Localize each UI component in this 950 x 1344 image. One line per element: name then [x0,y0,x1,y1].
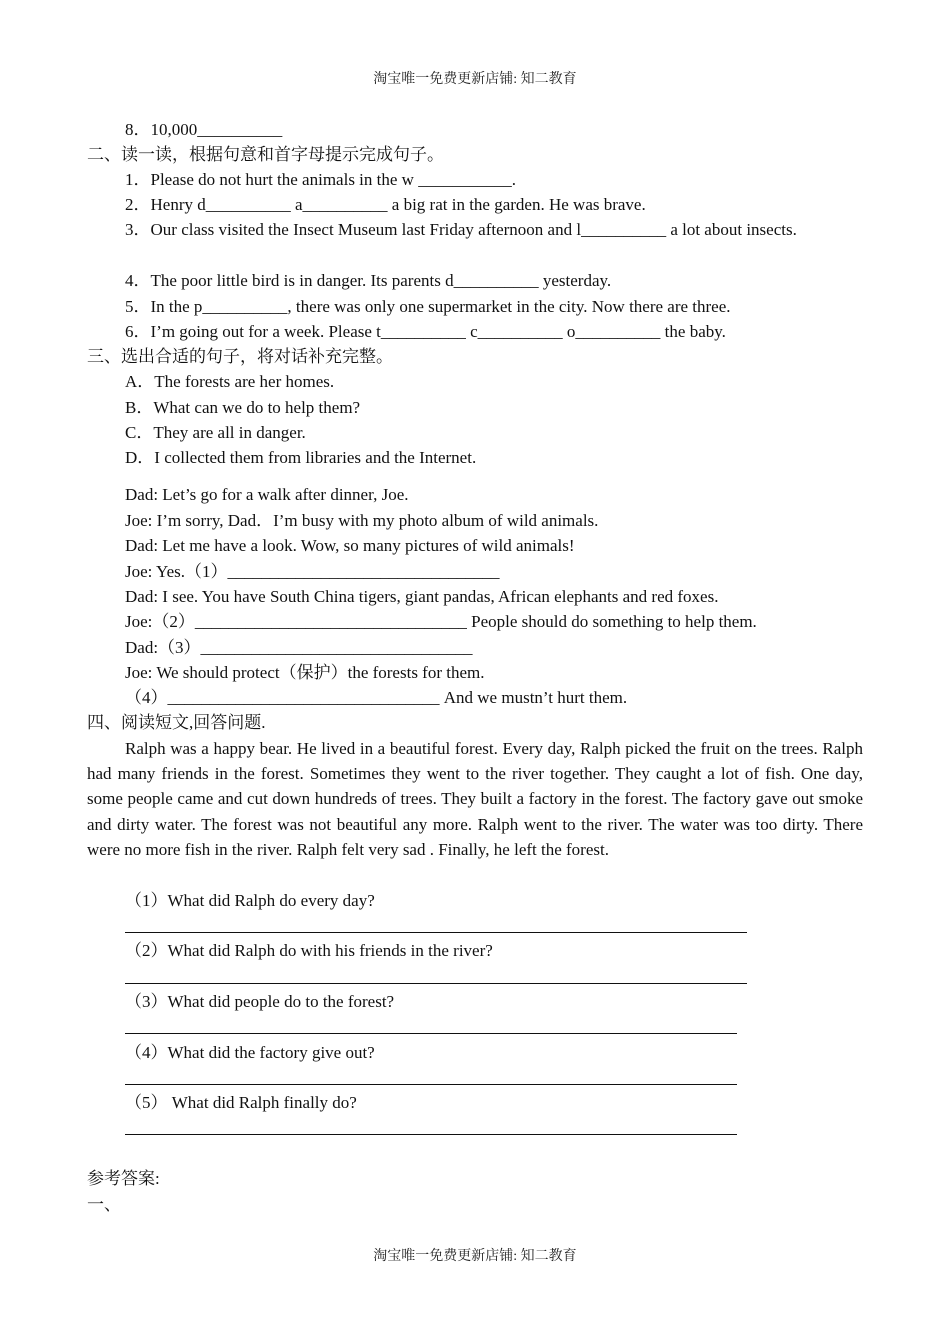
dialogue-line: Joe: We should protect（保护）the forests for them. [125,663,485,682]
part2-item-6: 6．I’m going out for a week. Please t__________ c__________ o__________ the baby. [125,322,726,341]
question-2: （2）What did Ralph do with his friends in the river? [125,941,493,960]
part3-title: 三、选出合适的句子，将对话补充完整。 [87,347,393,366]
dialogue-line: Joe: Yes.（1）________________________________ [125,562,500,581]
part3-option-a: A．The forests are her homes. [125,372,335,391]
part3-option-b: B．What can we do to help them? [125,398,361,417]
dialogue-line: Dad:（3）________________________________ [125,638,473,657]
answer-line [125,1084,737,1085]
dialogue-line: Dad: Let’s go for a walk after dinner, Joe. [125,485,409,504]
page-footer: 淘宝唯一免费更新店铺: 知二教育 [373,1249,577,1264]
answer-line [125,983,747,984]
part3-option-c: C．They are all in danger. [125,423,306,442]
answer-line [125,1033,737,1034]
question-1: （1）What did Ralph do every day? [125,891,375,910]
answers-section-1: 一、 [87,1195,121,1214]
part2-title: 二、读一读，根据句意和首字母提示完成句子。 [87,145,444,164]
reading-passage: Ralph was a happy bear. He lived in a beautiful forest. Every day, Ralph picked the fruit on the trees. Ralph had many friends in the forest. Sometimes they went to the river together. They caught a lot of fish. One day, some people came and cut down hundreds of trees. They built a factory in the forest. The factory gave out smoke and dirty water. The forest was not beautiful any more. Ralph went to the river. The water was too dirty. There were no more fish in the river. Ralph felt very sad . Finally, he left the forest. [87,739,863,859]
question-5: （5） What did Ralph finally do? [125,1093,357,1112]
part2-item-2: 2．Henry d__________ a__________ a big rat in the garden. He was brave. [125,195,646,214]
part1-item-8: 8．10,000__________ [125,120,283,139]
dialogue-line: Joe: I’m sorry, Dad．I’m busy with my photo album of wild animals. [125,511,599,530]
part3-option-d: D．I collected them from libraries and the Internet. [125,448,477,467]
dialogue-line: （4）________________________________ And we mustn’t hurt them. [125,688,628,707]
dialogue-line: Dad: Let me have a look. Wow, so many pictures of wild animals! [125,536,575,555]
page-header: 淘宝唯一免费更新店铺: 知二教育 [373,72,577,87]
answers-title: 参考答案: [87,1169,160,1188]
part4-title: 四、阅读短文,回答问题. [87,713,266,732]
part2-item-5: 5．In the p__________, there was only one supermarket in the city. Now there are three. [125,297,731,316]
answer-line [125,1134,737,1135]
question-4: （4）What did the factory give out? [125,1043,375,1062]
dialogue-line: Dad: I see. You have South China tigers, giant pandas, African elephants and red foxes. [125,587,719,606]
question-3: （3）What did people do to the forest? [125,992,395,1011]
part2-item-1: 1．Please do not hurt the animals in the w ___________. [125,170,516,189]
answer-line [125,932,747,933]
part2-item-3: 3．Our class visited the Insect Museum last Friday afternoon and l__________ a lot about insects. [125,220,797,239]
part2-item-4: 4．The poor little bird is in danger. Its parents d__________ yesterday. [125,271,612,290]
dialogue-line: Joe:（2）________________________________ People should do something to help them. [125,612,757,631]
